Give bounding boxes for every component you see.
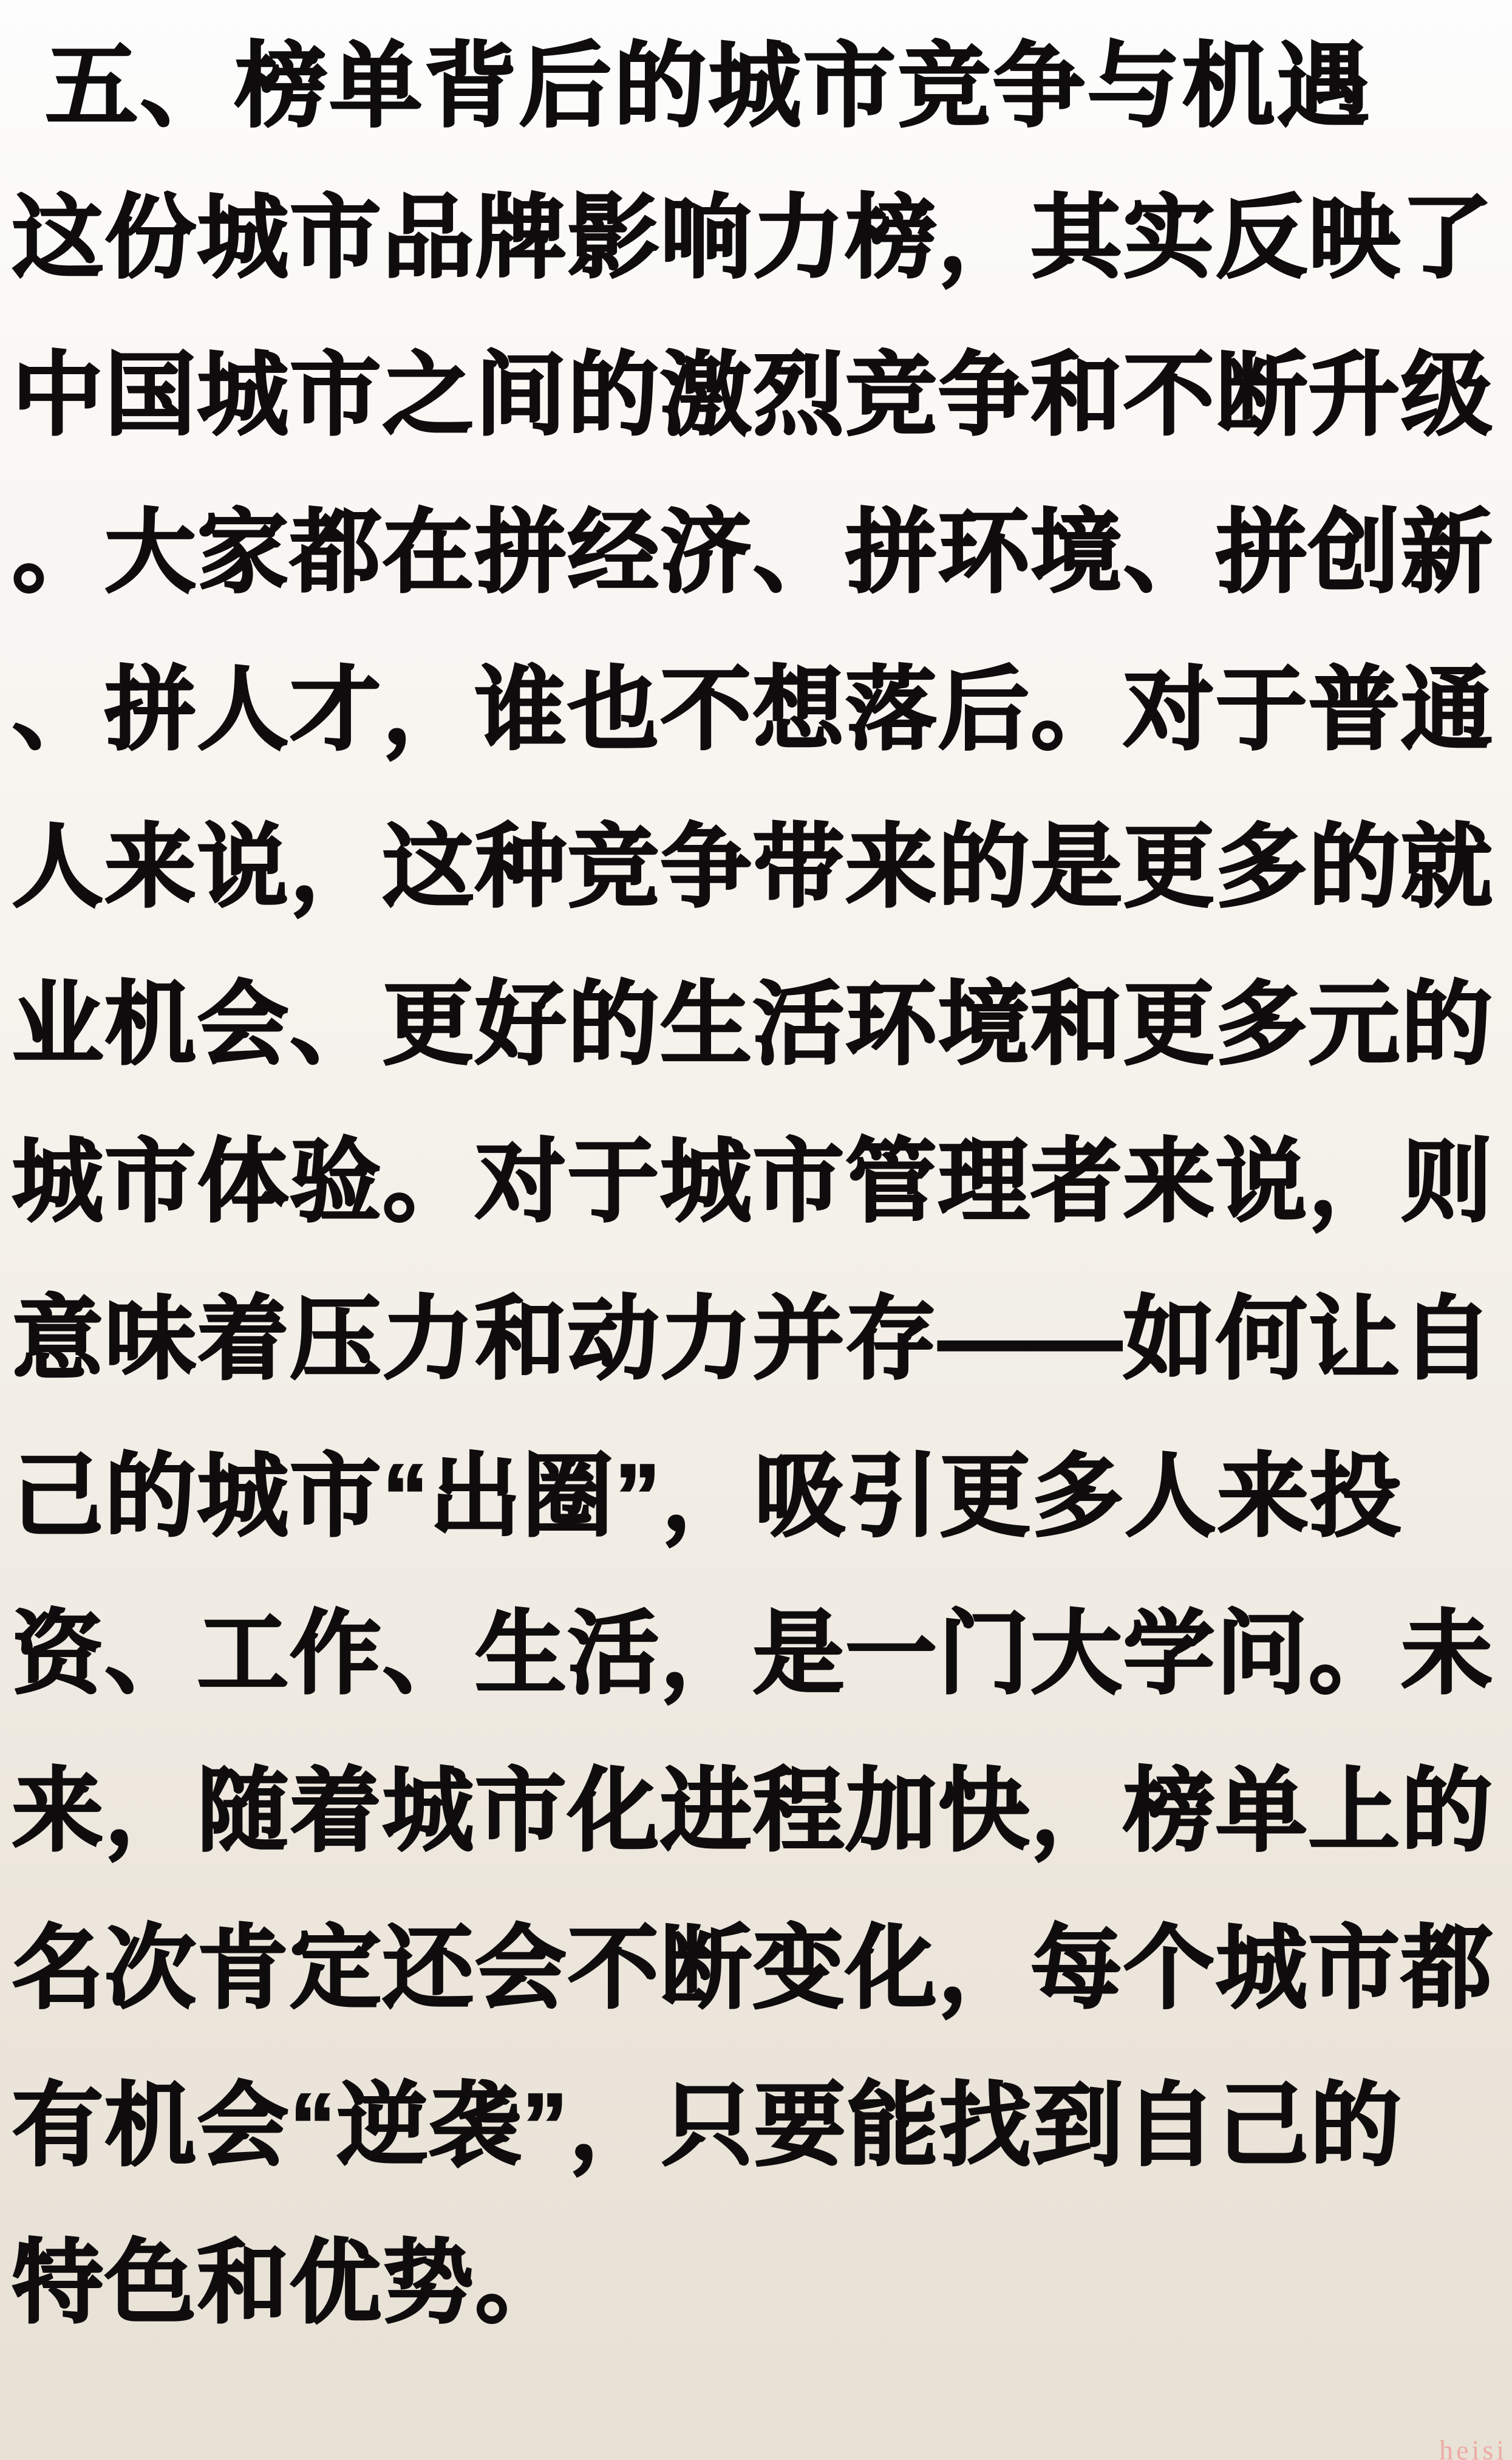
- paragraph-line: 这份城市品牌影响力榜，其实反映了: [12, 186, 1494, 289]
- paragraph-line: 。大家都在拼经济、拼环境、拼创新: [12, 501, 1494, 603]
- paragraph-line: 来，随着城市化进程加快，榜单上的: [12, 1760, 1494, 1862]
- paragraph-line: 己的城市“出圈”，吸引更多人来投: [12, 1445, 1403, 1547]
- paragraph-line: 城市体验。对于城市管理者来说，则: [12, 1130, 1494, 1232]
- paragraph-line: 名次肯定还会不断变化，每个城市都: [12, 1917, 1494, 2019]
- section-heading: 五、榜单背后的城市竞争与机遇: [46, 35, 1372, 138]
- paragraph-line: 特色和优势。: [12, 2232, 568, 2334]
- paragraph-line: 、拼人才，谁也不想落后。对于普通: [12, 658, 1494, 760]
- paragraph-line: 人来说，这种竞争带来的是更多的就: [12, 816, 1494, 918]
- paragraph-line: 中国城市之间的激烈竞争和不断升级: [12, 344, 1494, 446]
- paragraph-line: 有机会“逆袭”，只要能找到自己的: [12, 2074, 1403, 2176]
- paragraph-line: 意味着压力和动力并存——如何让自: [12, 1288, 1494, 1390]
- paragraph-line: 业机会、更好的生活环境和更多元的: [12, 973, 1494, 1075]
- watermark: heisi: [1439, 2434, 1507, 2460]
- paragraph-line: 资、工作、生活，是一门大学问。未: [12, 1602, 1494, 1704]
